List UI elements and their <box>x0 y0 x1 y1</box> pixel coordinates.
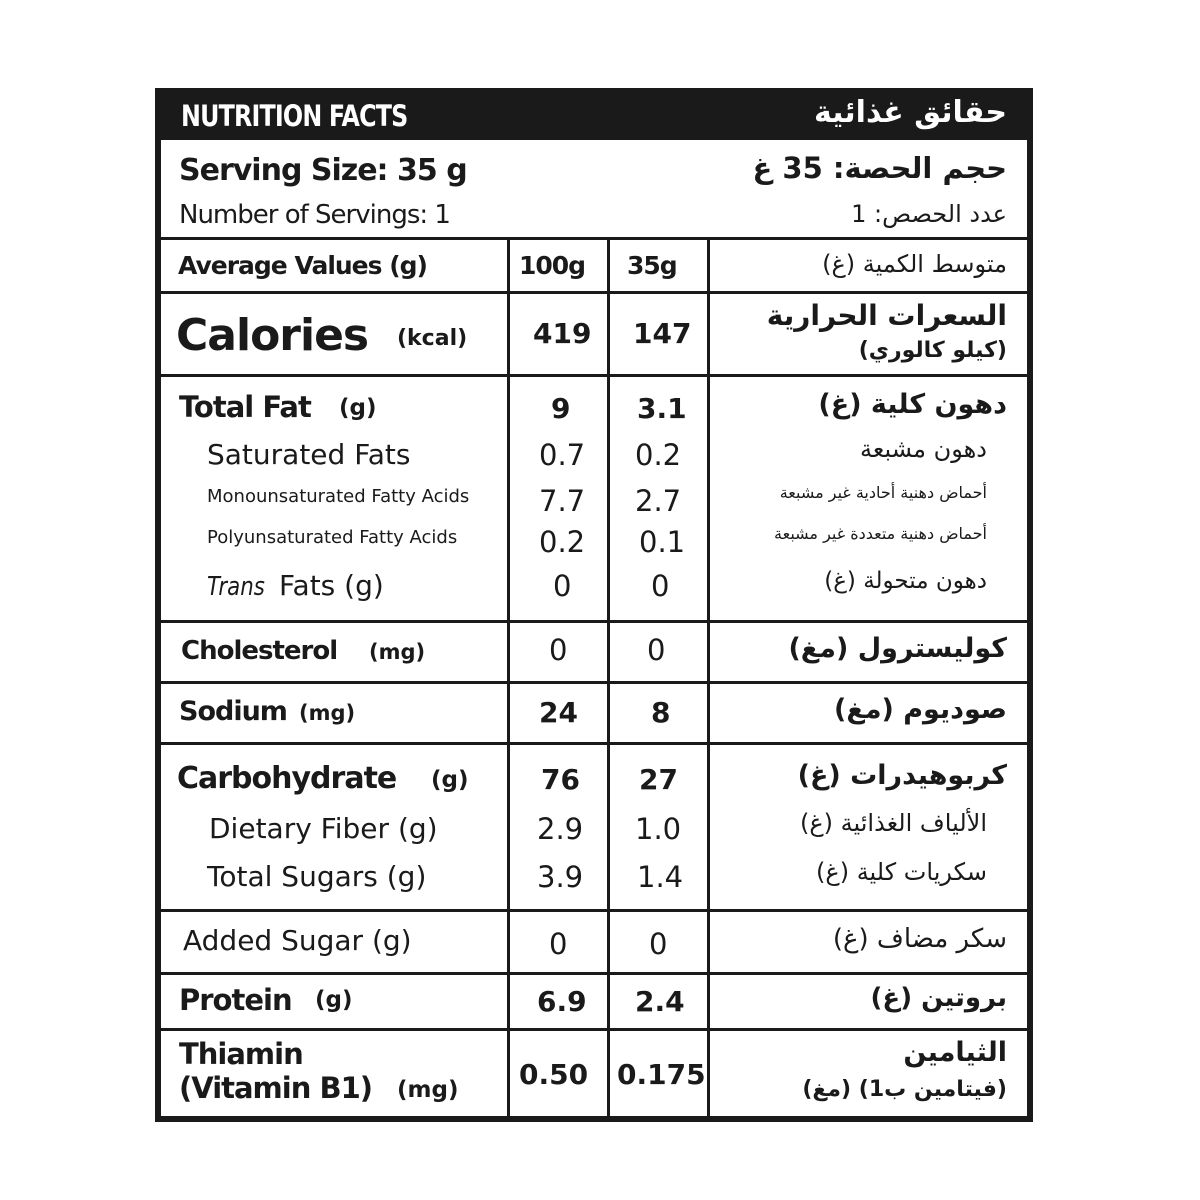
calories-row <box>161 294 1027 374</box>
column-divider-1 <box>507 240 510 1116</box>
title-ar: حقائق غذائية <box>813 95 1007 130</box>
saturated-fats-100g: 0.7 <box>539 438 586 472</box>
protein-35g: 2.4 <box>635 985 685 1018</box>
thiamin-label-ar: الثيامين <box>903 1037 1007 1068</box>
added-sugar-row <box>161 912 1027 972</box>
cholesterol-row <box>161 623 1027 681</box>
sodium-35g: 8 <box>651 696 671 729</box>
cholesterol-unit: (mg) <box>369 640 426 664</box>
column-100g: 100g <box>519 251 586 280</box>
mono-fatty-acids-35g: 2.7 <box>635 484 682 518</box>
carbohydrate-unit: (g) <box>431 767 469 793</box>
trans-fats-label: Fats (g) <box>279 569 384 602</box>
trans-italic-label: Trans <box>207 572 265 602</box>
dietary-fiber-35g: 1.0 <box>635 812 682 846</box>
average-values-label-ar: متوسط الكمية (غ) <box>822 250 1007 278</box>
thiamin-100g: 0.50 <box>519 1058 589 1091</box>
carbohydrate-label: Carbohydrate <box>177 761 397 796</box>
vitamin-b1-label-ar: (فيتامين ب1) (مغ) <box>802 1077 1007 1102</box>
serving-size-ar: حجم الحصة: 35 غ <box>752 151 1007 185</box>
calories-unit-ar: (كيلو كالوري) <box>858 338 1007 363</box>
total-sugars-label: Total Sugars (g) <box>207 860 427 893</box>
saturated-fats-35g: 0.2 <box>635 438 682 472</box>
total-sugars-100g: 3.9 <box>537 860 584 894</box>
column-header-row <box>161 240 1027 291</box>
serving-size-en: Serving Size: 35 g <box>179 153 467 188</box>
servings-count-en: Number of Servings: 1 <box>179 200 450 230</box>
title-en: NUTRITION FACTS <box>181 99 408 133</box>
sodium-100g: 24 <box>539 696 578 729</box>
thiamin-unit: (mg) <box>397 1077 459 1103</box>
sodium-label-ar: صوديوم (مغ) <box>834 694 1007 725</box>
sodium-label: Sodium <box>179 696 287 727</box>
protein-label: Protein <box>179 983 292 1017</box>
thiamin-row <box>161 1031 1027 1116</box>
saturated-fats-label: Saturated Fats <box>207 438 411 471</box>
dietary-fiber-label-ar: الألياف الغذائية (غ) <box>799 809 987 837</box>
carbohydrate-35g: 27 <box>639 763 678 796</box>
carbohydrate-100g: 76 <box>541 763 580 796</box>
protein-row <box>161 975 1027 1028</box>
thiamin-35g: 0.175 <box>617 1058 706 1091</box>
sodium-row <box>161 684 1027 742</box>
mono-fatty-acids-label: Monounsaturated Fatty Acids <box>207 486 470 507</box>
carbohydrate-block <box>161 745 1027 909</box>
total-fat-label: Total Fat <box>179 390 311 424</box>
cholesterol-35g: 0 <box>647 633 666 667</box>
servings-count-ar: عدد الحصص: 1 <box>851 200 1007 228</box>
vitamin-b1-label: (Vitamin B1) <box>179 1071 372 1105</box>
protein-label-ar: بروتين (غ) <box>870 983 1007 1013</box>
total-fat-35g: 3.1 <box>637 392 687 425</box>
cholesterol-label-ar: كوليسترول (مغ) <box>788 633 1007 664</box>
average-values-label: Average Values (g) <box>178 251 427 280</box>
mono-fatty-acids-100g: 7.7 <box>539 484 586 518</box>
added-sugar-35g: 0 <box>649 927 668 961</box>
saturated-fats-label-ar: دهون مشبعة <box>860 435 987 463</box>
trans-fats-35g: 0 <box>651 569 670 603</box>
total-sugars-35g: 1.4 <box>637 860 684 894</box>
total-fat-unit: (g) <box>339 395 377 421</box>
trans-fats-label-ar: دهون متحولة (غ) <box>824 568 987 594</box>
serving-panel <box>161 140 1027 237</box>
cholesterol-100g: 0 <box>549 633 568 667</box>
total-fat-100g: 9 <box>551 392 571 425</box>
poly-fatty-acids-label: Polyunsaturated Fatty Acids <box>207 527 458 548</box>
poly-fatty-acids-35g: 0.1 <box>639 525 686 559</box>
carbohydrate-label-ar: كربوهيدرات (غ) <box>797 760 1007 791</box>
mono-fatty-acids-label-ar: أحماض دهنية أحادية غير مشبعة <box>779 483 987 502</box>
total-sugars-label-ar: سكريات كلية (غ) <box>816 858 987 886</box>
column-divider-3 <box>707 240 710 1116</box>
column-35g: 35g <box>627 251 677 280</box>
dietary-fiber-100g: 2.9 <box>537 812 584 846</box>
dietary-fiber-label: Dietary Fiber (g) <box>209 812 438 845</box>
added-sugar-label-ar: سكر مضاف (غ) <box>832 924 1007 954</box>
added-sugar-label: Added Sugar (g) <box>183 924 412 957</box>
poly-fatty-acids-100g: 0.2 <box>539 525 586 559</box>
nutrition-facts-label <box>155 88 1033 1122</box>
protein-unit: (g) <box>315 987 353 1013</box>
calories-unit: (kcal) <box>397 326 468 351</box>
sodium-unit: (mg) <box>299 701 356 725</box>
added-sugar-100g: 0 <box>549 927 568 961</box>
calories-label-ar: السعرات الحرارية <box>766 299 1007 332</box>
cholesterol-label: Cholesterol <box>181 636 338 666</box>
calories-label: Calories <box>176 310 369 361</box>
calories-35g: 147 <box>633 317 692 350</box>
calories-100g: 419 <box>533 317 592 350</box>
thiamin-label: Thiamin <box>179 1037 303 1071</box>
column-divider-2 <box>607 240 610 1116</box>
total-fat-label-ar: دهون كلية (غ) <box>818 389 1007 420</box>
poly-fatty-acids-label-ar: أحماض دهنية متعددة غير مشبعة <box>774 524 987 543</box>
protein-100g: 6.9 <box>537 985 587 1018</box>
trans-fats-100g: 0 <box>553 569 572 603</box>
fat-block <box>161 377 1027 620</box>
